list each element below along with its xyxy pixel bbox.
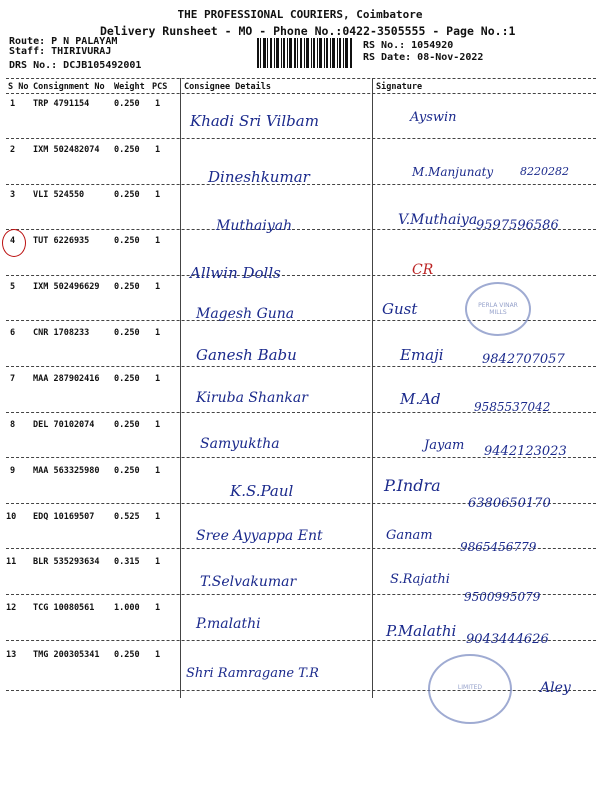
row-3-phone: 9597596586: [476, 218, 559, 233]
row-8-phone: 9442123023: [484, 444, 567, 459]
rs-number: RS No.: 1054920: [363, 40, 454, 51]
row-3-weight: 0.250: [114, 190, 140, 200]
col-header-sno: S No: [8, 82, 29, 92]
row-10-consignee: Sree Ayyappa Ent: [196, 528, 323, 544]
row-6-pcs: 1: [155, 328, 161, 338]
row-9-phone: 6380650170: [468, 496, 551, 511]
row-9-signature: P.Indra: [384, 476, 441, 495]
row-12-consignee: P.malathi: [196, 616, 261, 632]
row-6-weight: 0.250: [114, 328, 140, 338]
row-7-consignment: MAA 287902416: [33, 374, 100, 384]
row-2-signature: M.Manjunaty: [412, 165, 494, 179]
row-2-consignee: Dineshkumar: [208, 168, 310, 186]
row-13-consignee: Shri Ramragane T.R: [186, 666, 319, 681]
row-7-sno: 7: [10, 374, 16, 384]
row-7-phone: 9585537042: [474, 400, 551, 414]
col-header-signature: Signature: [376, 82, 423, 92]
col-header-consignee: Consignee Details: [184, 82, 271, 92]
row-9-weight: 0.250: [114, 466, 140, 476]
row-12-weight: 1.000: [114, 603, 140, 613]
row-10-signature: Ganam: [386, 528, 433, 543]
row-11-signature: S.Rajathi: [390, 572, 450, 587]
row-10-phone: 9865456779: [460, 540, 537, 554]
row-5-signature: Gust: [382, 300, 418, 318]
row-12-consignment: TCG 10080561: [33, 603, 95, 613]
row-11-pcs: 1: [155, 557, 161, 567]
row-1-weight: 0.250: [114, 99, 140, 109]
row-2-pcs: 1: [155, 145, 161, 155]
row-5-pcs: 1: [155, 282, 161, 292]
row-8-consignee: Samyuktha: [200, 436, 280, 452]
consignee-column-divider: [180, 78, 181, 698]
row-9-sno: 9: [10, 466, 16, 476]
row-4-pcs: 1: [155, 236, 161, 246]
row-8-weight: 0.250: [114, 420, 140, 430]
row-8-consignment: DEL 70102074: [33, 420, 95, 430]
row-11-phone: 9500995079: [464, 590, 541, 604]
row-8-sno: 8: [10, 420, 16, 430]
row-1-consignment: TRP 4791154: [33, 99, 90, 109]
signature-column-divider: [372, 78, 373, 698]
row-2-consignment: IXM 502482074: [33, 145, 100, 155]
row-3-sno: 3: [10, 190, 16, 200]
row-5-weight: 0.250: [114, 282, 140, 292]
row-8-pcs: 1: [155, 420, 161, 430]
row-11-consignee: T.Selvakumar: [200, 574, 297, 590]
table-header-rule: [6, 93, 596, 94]
runsheet-title: Delivery Runsheet - MO - Phone No.:0422-3505555 - Page No.:1: [100, 24, 516, 38]
row-6-sno: 6: [10, 328, 16, 338]
row-11-consignment: BLR 535293634: [33, 557, 100, 567]
row-7-consignee: Kiruba Shankar: [196, 390, 308, 406]
row-4-consignment: TUT 6226935: [33, 236, 90, 246]
company-title: THE PROFESSIONAL COURIERS, Coimbatore: [177, 8, 423, 21]
row-6-phone: 9842707057: [482, 352, 565, 367]
company-stamp: [428, 654, 512, 724]
row-6-consignee: Ganesh Babu: [196, 346, 297, 364]
col-header-weight: Weight: [114, 82, 145, 92]
row-13-sno: 13: [6, 650, 17, 660]
company-stamp: [465, 282, 531, 336]
row-1-consignee: Khadi Sri Vilbam: [190, 112, 319, 130]
row-5-sno: 5: [10, 282, 16, 292]
row-10-weight: 0.525: [114, 512, 140, 522]
row-11-sno: 11: [6, 557, 17, 567]
row-separator: [6, 275, 596, 276]
row-13-weight: 0.250: [114, 650, 140, 660]
row-5-consignee: Magesh Guna: [196, 306, 295, 322]
drs-number: DRS No.: DCJB105492001: [9, 60, 142, 71]
row-8-signature: Jayam: [424, 438, 465, 453]
row-6-consignment: CNR 1708233: [33, 328, 90, 338]
row-4-weight: 0.250: [114, 236, 140, 246]
row-9-consignee: K.S.Paul: [230, 482, 294, 500]
row-10-pcs: 1: [155, 512, 161, 522]
row-12-signature: P.Malathi: [386, 622, 457, 640]
row-6-signature: Emaji: [400, 346, 444, 364]
row-3-pcs: 1: [155, 190, 161, 200]
row-3-consignment: VLI 524550: [33, 190, 85, 200]
barcode-image: [257, 38, 352, 68]
row-separator: [6, 138, 596, 139]
row-12-pcs: 1: [155, 603, 161, 613]
row-4-signature: CR: [412, 262, 434, 278]
row-13-pcs: 1: [155, 650, 161, 660]
row-2-sno: 2: [10, 145, 16, 155]
stamp-text: PERLA VINAR MILLS: [478, 302, 518, 316]
row-13-consignment: TMG 200305341: [33, 650, 100, 660]
row-4-sno: 4: [10, 236, 16, 246]
row-13-signature: Aley: [540, 680, 571, 696]
row-12-phone: 9043444626: [466, 632, 549, 647]
row-10-sno: 10: [6, 512, 17, 522]
row-7-signature: M.Ad: [400, 390, 441, 408]
row-7-weight: 0.250: [114, 374, 140, 384]
row-12-sno: 12: [6, 603, 17, 613]
route-label: Route: P N PALAYAM: [9, 36, 118, 47]
row-7-pcs: 1: [155, 374, 161, 384]
row-4-consignee: Allwin Dolls: [190, 264, 281, 282]
row-10-consignment: EDQ 10169507: [33, 512, 95, 522]
staff-label: Staff: THIRIVURAJ: [9, 46, 112, 57]
row-2-weight: 0.250: [114, 145, 140, 155]
col-header-consignment: Consignment No: [33, 82, 105, 92]
row-2-phone: 8220282: [520, 165, 569, 178]
row-11-weight: 0.315: [114, 557, 140, 567]
rs-date: RS Date: 08-Nov-2022: [363, 52, 484, 63]
row-1-signature: Ayswin: [410, 110, 457, 125]
row-1-sno: 1: [10, 99, 16, 109]
row-9-pcs: 1: [155, 466, 161, 476]
row-1-pcs: 1: [155, 99, 161, 109]
row-9-consignment: MAA 563325980: [33, 466, 100, 476]
table-top-rule: [6, 78, 596, 79]
stamp-text: LIMITED: [457, 684, 483, 691]
row-3-consignee: Muthaiyah: [216, 218, 293, 234]
row-3-signature: V.Muthaiya: [398, 212, 478, 228]
col-header-pcs: PCS: [152, 82, 168, 92]
row-5-consignment: IXM 502496629: [33, 282, 100, 292]
